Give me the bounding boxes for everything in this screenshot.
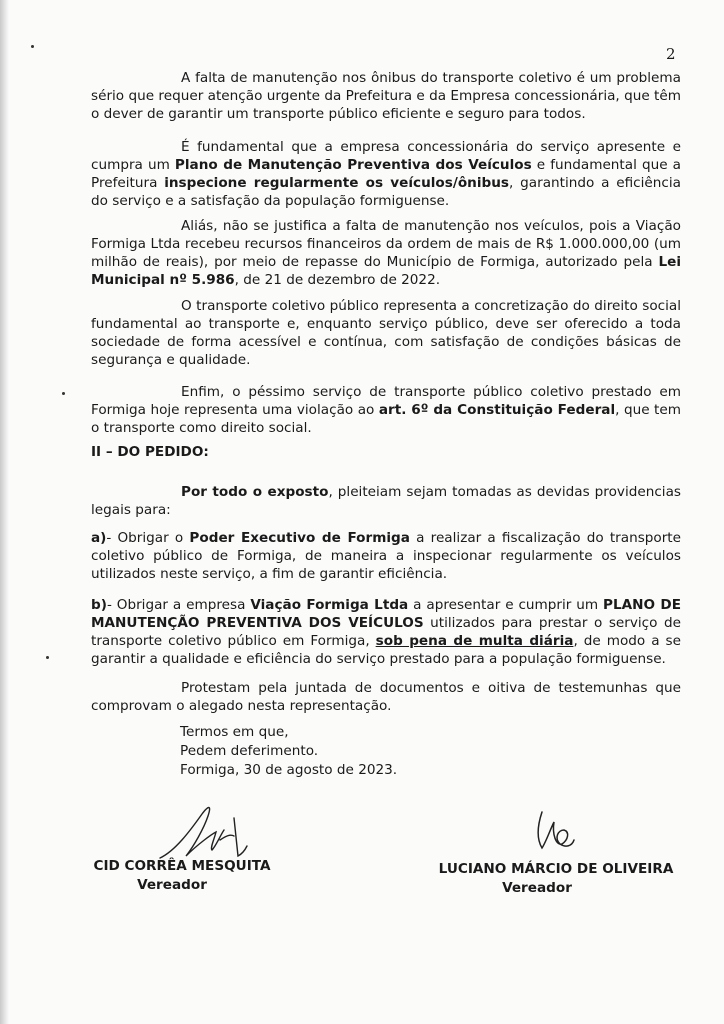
paragraph-text: , pleiteiam sejam tomadas as devidas providencias legais para: (91, 484, 681, 518)
paragraph-text: a apresentar e cumprir um (408, 597, 604, 613)
scan-speck (31, 45, 34, 48)
bold-phrase: Por todo o exposto (181, 484, 329, 500)
signatory-1 (92, 857, 272, 895)
bold-phrase: art. 6º da Constituição Federal (378, 402, 616, 418)
paragraph-text: Enfim, o péssimo serviço de transporte público coletivo prestado em Formiga hoje representa uma violação ao (91, 384, 681, 418)
handwritten-signature-2 (528, 808, 578, 856)
section-heading: II – DO PEDIDO: (91, 444, 209, 460)
paragraph-text: O transporte coletivo público representa a concretização do direito social fundamental ao transporte e, enquanto serviço público, deve ser oferecido a toda sociedade de forma acessível e contínua, com satisfação de condições básicas de segurança e qualidade. (91, 298, 681, 368)
scan-edge-shadow (0, 0, 9, 1024)
paragraph-text: Protestam pela juntada de documentos e oitiva de testemunhas que comprovam o alegado nesta representação. (91, 680, 681, 714)
closing-date: Formiga, 30 de agosto de 2023. (180, 762, 398, 778)
closing-block (180, 723, 397, 780)
signatory-name: LUCIANO MÁRCIO DE OLIVEIRA (438, 861, 674, 877)
paragraph-text: Aliás, não se justifica a falta de manutenção nos veículos, pois a Viação Formiga Ltda recebeu recursos financeiros da ordem de mais de R$ 1.000.000,00 (um milhão de reais), por meio de repasse do Município de Formiga, autorizado pela (91, 218, 681, 270)
request-item-a (91, 529, 681, 583)
closing-line: Pedem deferimento. (180, 743, 319, 759)
signatory-role: Vereador (137, 877, 207, 893)
paragraph-maintenance-problem (91, 69, 681, 123)
paragraph-social-right (91, 297, 681, 369)
page-number: 2 (666, 45, 676, 63)
item-label: a) (91, 530, 107, 546)
scan-speck (46, 656, 49, 659)
request-item-b (91, 596, 681, 668)
signatory-role: Vereador (502, 880, 572, 896)
bold-phrase: Viação Formiga Ltda (250, 597, 409, 613)
bold-phrase: inspecione regularmente os veículos/ônibus (164, 175, 510, 191)
paragraph-text: - Obrigar a empresa (106, 597, 251, 613)
paragraph-text: A falta de manutenção nos ônibus do transporte coletivo é um problema sério que requer atenção urgente da Prefeitura e da Empresa concessionária, que têm o dever de garantir um transporte público eficiente e seguro para todos. (91, 70, 681, 122)
bold-phrase: PLANO DE MANUTENÇÃO PREVENTIVA DOS VEÍCULOS (91, 597, 681, 631)
bold-phrase: Lei Municipal nº 5.986 (91, 254, 681, 288)
closing-line: Termos em que, (180, 724, 289, 740)
signatory-2 (436, 860, 676, 898)
paragraph-text: , garantindo a eficiência do serviço e a satisfação da população formiguense. (91, 175, 681, 209)
paragraph-text: - Obrigar o (106, 530, 190, 546)
paragraph-maintenance-plan (91, 138, 681, 210)
paragraph-text: e fundamental que a Prefeitura (91, 157, 681, 191)
scan-speck (62, 392, 65, 395)
handwritten-signature-1 (150, 796, 250, 866)
paragraph-funding (91, 217, 681, 289)
paragraph-constitution (91, 383, 681, 437)
paragraph-text: , de 21 de dezembro de 2022. (234, 272, 441, 288)
bold-phrase: Poder Executivo de Formiga (189, 530, 410, 546)
signatory-name: CID CORRÊA MESQUITA (93, 858, 271, 874)
paragraph-text: , de modo a se garantir a qualidade e eficiência do serviço prestado para a população formiguense. (91, 633, 681, 667)
paragraph-request-intro (91, 483, 681, 519)
paragraph-text: a realizar a fiscalização do transporte coletivo público de Formiga, de maneira a inspecionar regularmente os veículos utilizados neste serviço, a fim de garantir eficiência. (91, 530, 682, 582)
paragraph-text: , que tem o transporte como direito social. (91, 402, 681, 436)
underlined-phrase: sob pena de multa diária (375, 633, 574, 649)
paragraph-text: É fundamental que a empresa concessionária do serviço apresente e cumpra um (91, 139, 681, 173)
bold-phrase: Plano de Manutenção Preventiva dos Veículos (174, 157, 532, 173)
paragraph-text: utilizados para prestar o serviço de transporte coletivo público em Formiga, (91, 615, 681, 649)
item-label: b) (91, 597, 107, 613)
paragraph-protest (91, 679, 681, 715)
